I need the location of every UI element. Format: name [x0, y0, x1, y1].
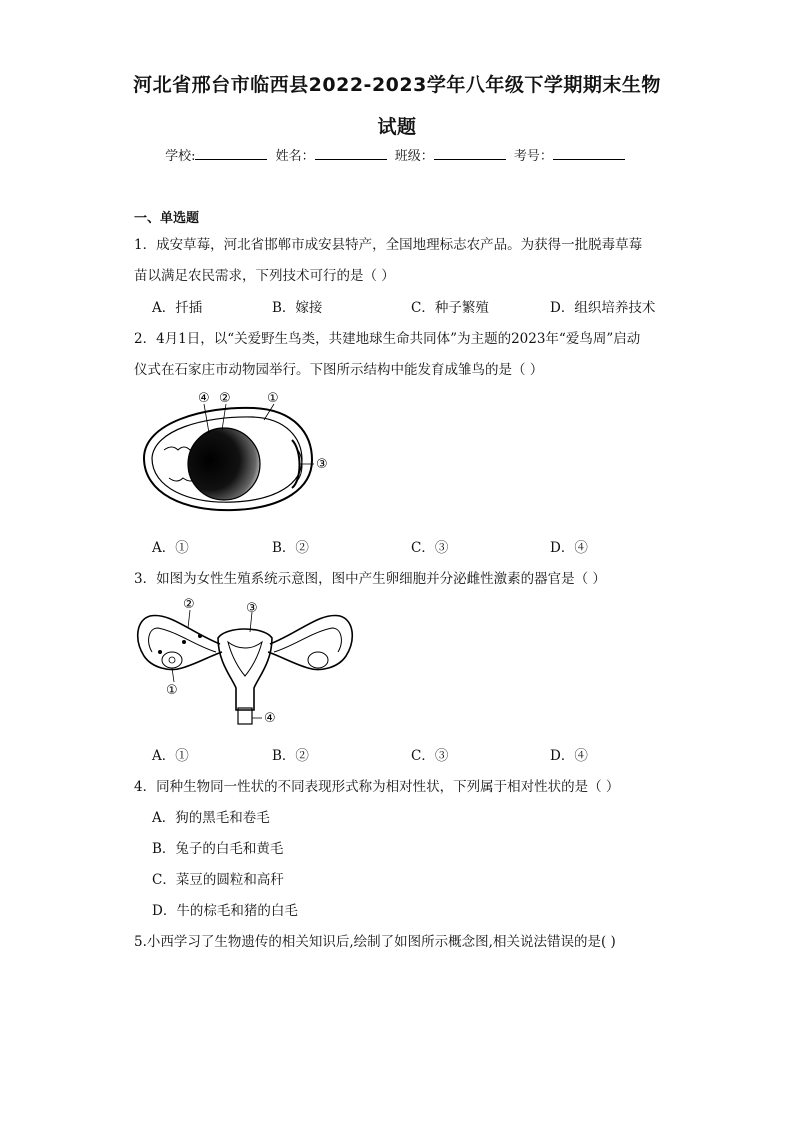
- school-label: 学校:: [165, 149, 196, 164]
- question-2-text: 2．4月1日，以“关爱野生鸟类，共建地球生命共同体”为主题的2023年“爱鸟周”启动: [134, 331, 641, 347]
- egg-label-4: ④: [198, 391, 210, 406]
- page-title-line2: 试题: [377, 116, 417, 138]
- egg-label-3: ③: [316, 457, 328, 472]
- question-1-text-2: 苗以满足农民需求，下列技术可行的是（ ）: [134, 268, 395, 284]
- q3-option-c[interactable]: C．③: [411, 748, 449, 764]
- q3-option-d[interactable]: D．④: [550, 748, 588, 764]
- uterus-label-1: ①: [166, 683, 178, 698]
- q1-option-b[interactable]: B．嫁接: [272, 300, 323, 316]
- female-reproductive-diagram: [130, 596, 360, 734]
- school-field[interactable]: [195, 147, 267, 160]
- bird-egg-diagram: [134, 388, 344, 518]
- q1-option-a[interactable]: A．扦插: [152, 300, 203, 316]
- q3-option-b[interactable]: B．②: [272, 748, 309, 764]
- egg-label-2: ②: [219, 391, 231, 406]
- q2-option-d[interactable]: D．④: [550, 540, 588, 556]
- question-2-text-2: 仪式在石家庄市动物园举行。下图所示结构中能发育成雏鸟的是（ ）: [134, 362, 544, 378]
- uterus-label-4: ④: [264, 711, 276, 726]
- question-5-text: 5.小西学习了生物遗传的相关知识后,绘制了如图所示概念图,相关说法错误的是( ): [134, 934, 616, 950]
- q4-option-a[interactable]: A．狗的黑毛和卷毛: [152, 810, 270, 826]
- question-1-text: 1．成安草莓，河北省邯郸市成安县特产，全国地理标志农产品。为获得一批脱毒草莓: [134, 237, 643, 253]
- student-info-row: [0, 145, 794, 164]
- q2-option-c[interactable]: C．③: [411, 540, 449, 556]
- exam-no-label: 考号：: [513, 149, 553, 164]
- q1-option-d[interactable]: D．组织培养技术: [550, 300, 656, 316]
- q2-option-a[interactable]: A．①: [152, 540, 189, 556]
- q2-option-b[interactable]: B．②: [272, 540, 309, 556]
- q4-option-d[interactable]: D．牛的棕毛和猪的白毛: [152, 903, 298, 919]
- q1-option-c[interactable]: C．种子繁殖: [411, 300, 489, 316]
- question-3-text: 3．如图为女性生殖系统示意图，图中产生卵细胞并分泌雌性激素的器官是（ ）: [134, 571, 606, 587]
- name-label: 姓名：: [275, 149, 315, 164]
- name-field[interactable]: [315, 147, 387, 160]
- exam-no-field[interactable]: [553, 147, 625, 160]
- class-label: 班级：: [394, 149, 434, 164]
- uterus-label-3: ③: [246, 601, 258, 616]
- q4-option-c[interactable]: C．菜豆的圆粒和高秆: [152, 872, 284, 888]
- q3-option-a[interactable]: A．①: [152, 748, 189, 764]
- q4-option-b[interactable]: B．兔子的白毛和黄毛: [152, 841, 284, 857]
- page-title: 河北省邢台市临西县2022-2023学年八年级下学期期末生物: [133, 74, 661, 96]
- class-field[interactable]: [434, 147, 506, 160]
- egg-label-1: ①: [267, 391, 279, 406]
- uterus-label-2: ②: [183, 597, 195, 612]
- question-4-text: 4．同种生物同一性状的不同表现形式称为相对性状，下列属于相对性状的是（ ）: [134, 779, 620, 795]
- section-heading: 一、单选题: [134, 211, 200, 226]
